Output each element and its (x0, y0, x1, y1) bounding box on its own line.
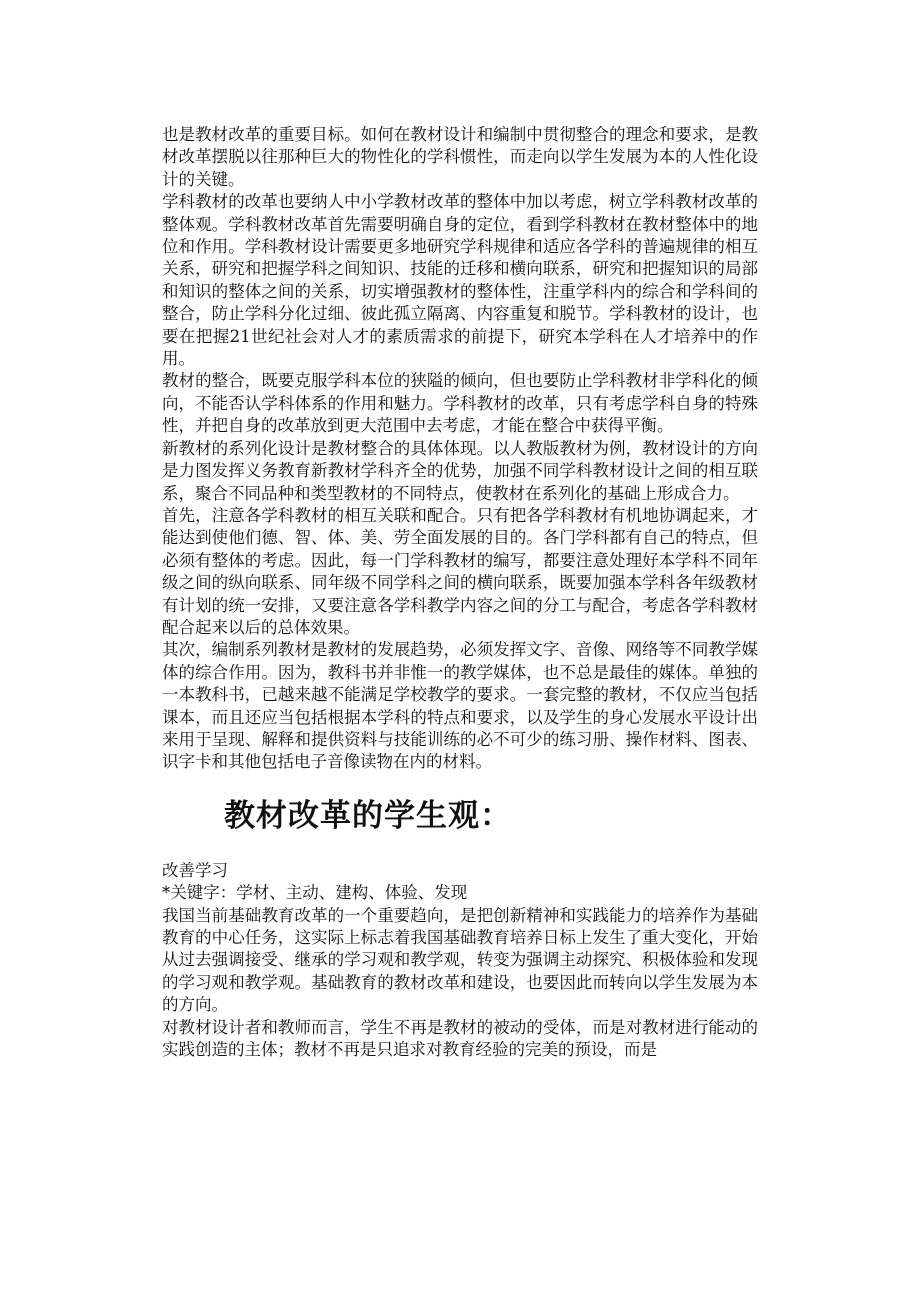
paragraph-3: 教材的整合，既要克服学科本位的狭隘的倾向，但也要防止学科教材非学科化的倾向，不能否认学科体系的作用和魅力。学科教材的改革，只有考虑学科自身的特殊性，并把自身的改革放到更大范围中去考虑，才能在整合中获得平衡。 (162, 371, 758, 436)
paragraph-2: 学科教材的改革也要纳人中小学教材改革的整体中加以考虑，树立学科教材改革的整体观。学科教材改革首先需要明确自身的定位，看到学科教材在教材整体中的地位和作用。学科教材设计需要更多地研究学科规律和适应各学科的普遍规律的相互关系，研究和把握学科之间知识、技能的迁移和横向联系，研究和把握知识的局部和知识的整体之间的关系，切实增强教材的整体性，注重学科内的综合和学科间的整合，防止学科分化过细、彼此孤立隔离、内容重复和脱节。学科教材的设计，也要在把握21世纪社会对人才的素质需求的前提下，研究本学科在人才培养中的作用。 (162, 192, 758, 369)
paragraph-8: 对教材设计者和教师而言，学生不再是教材的被动的受体，而是对教材进行能动的实践创造的主体；教材不再是只追求对教育经验的完美的预设，而是 (162, 1017, 758, 1060)
paragraph-4: 新教材的系列化设计是教材整合的具体体现。以人教版教材为例，教材设计的方向是力图发挥义务教育新教材学科齐全的优势，加强不同学科教材设计之间的相互联系，聚合不同品种和类型教材的不同特点，使教材在系列化的基础上形成合力。 (162, 438, 758, 503)
paragraph-6: 其次，编制系列教材是教材的发展趋势，必须发挥文字、音像、网络等不同教学媒体的综合作用。因为，教科书并非惟一的教学媒体，也不总是最佳的媒体。单独的一本教科书，已越来越不能满足学校教学的要求。一套完整的教材，不仅应当包括课本，而且还应当包括根据本学科的特点和要求，以及学生的身心发展水平设计出来用于呈现、解释和提供资料与技能训练的必不可少的练习册、操作材料、图表、识字卡和其他包括电子音像读物在内的材料。 (162, 640, 758, 772)
document-page (162, 124, 758, 1061)
keywords-line: *关键字：学材、主动、建构、体验、发现 (162, 883, 468, 903)
paragraph-5: 首先，注意各学科教材的相互关联和配合。只有把各学科教材有机地协调起来，才能达到使他们德、智、体、美、劳全面发展的目的。各门学科都有自己的特点，但必须有整体的考虑。因此，每一门学科教材的编写，都要注意处理好本学科不同年级之间的纵向联系、同年级不同学科之间的横向联系，既要加强本学科各年级教材有计划的统一安排，又要注意各学科教学内容之间的分工与配合，考虑各学科教材配合起来以后的总体效果。 (162, 505, 758, 637)
section-heading: 教材改革的学生观： (224, 797, 512, 834)
paragraph-1: 也是教材改革的重要目标。如何在教材设计和编制中贯彻整合的理念和要求，是教材改革摆脱以往那种巨大的物性化的学科惯性，而走向以学生发展为本的人性化设计的关键。 (162, 125, 758, 189)
paragraph-7: 我国当前基础教育改革的一个重要趋向，是把创新精神和实践能力的培养作为基础教育的中心任务，这实际上标志着我国基础教育培养日标上发生了重大变化，开始从过去强调接受、继承的学习观和教学观，转变为强调主动探究、积极体验和发现的学习观和教学观。基础教育的教材改革和建设，也要因此而转向以学生发展为本的方向。 (162, 905, 758, 1015)
subheading: 改善学习 (162, 860, 228, 880)
